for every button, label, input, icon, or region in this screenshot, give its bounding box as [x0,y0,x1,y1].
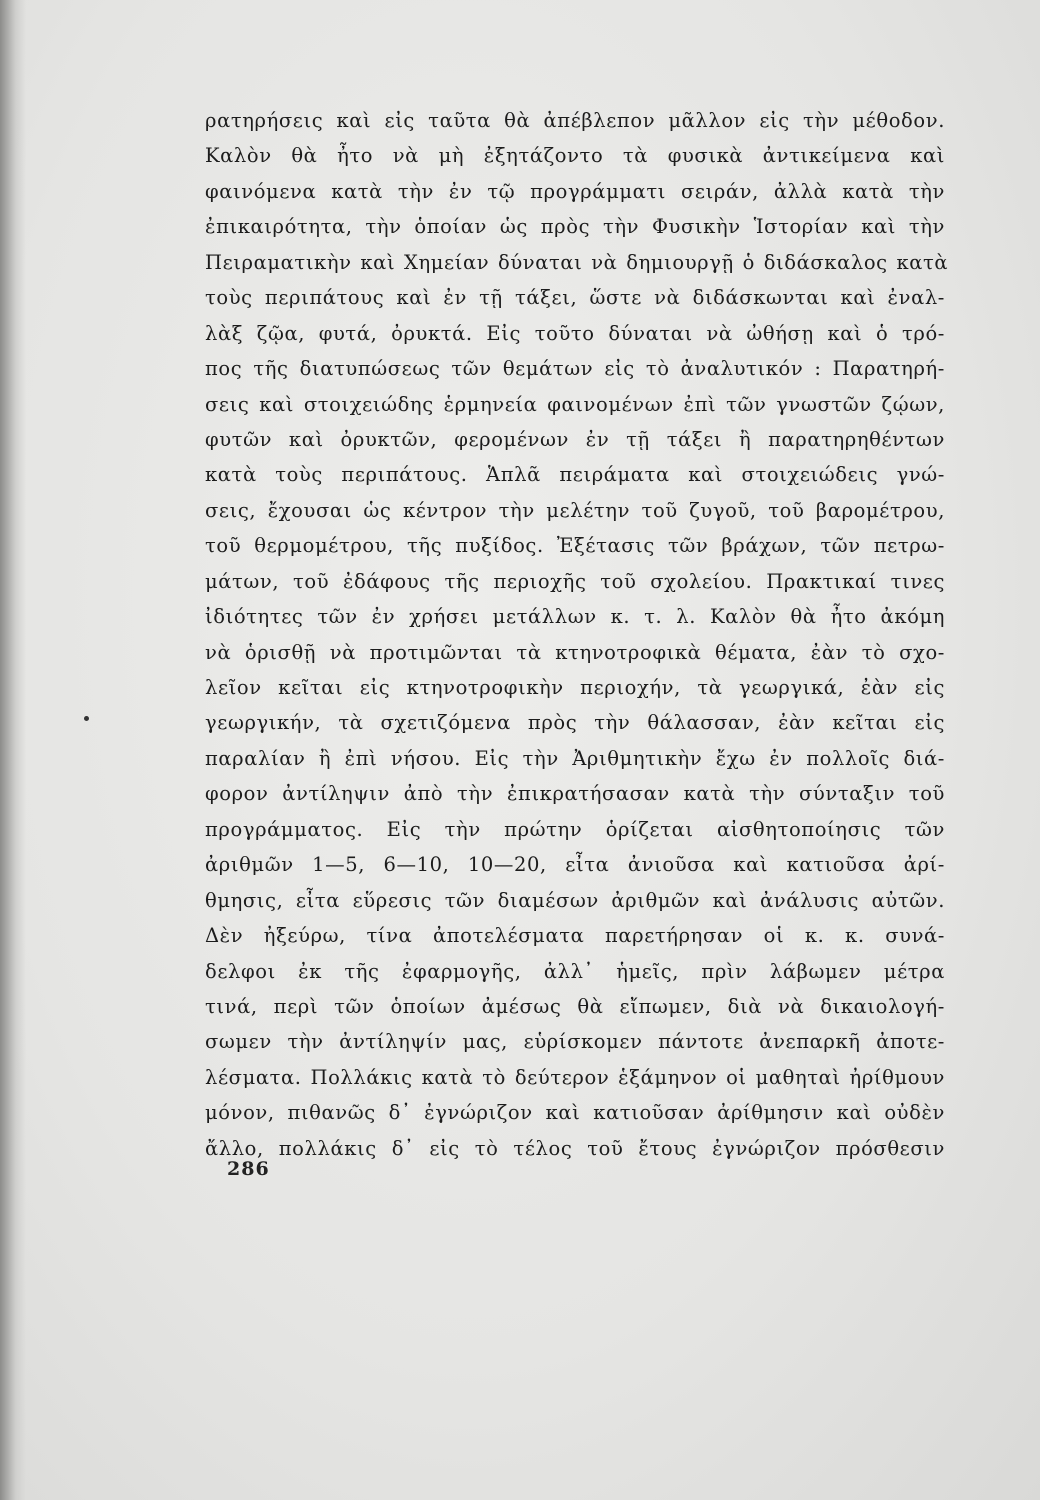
text-line: ἐπικαιρότητα, τὴν ὁποίαν ὡς πρὸς τὴν Φυσικὴν Ἱστορίαν καὶ τὴν [205,215,945,239]
text-line: ρατηρήσεις καὶ εἰς ταῦτα θὰ ἀπέβλεπον μᾶλλον εἰς τὴν μέθοδον. [205,109,945,132]
text-line: θμησις, εἶτα εὕρεσις τῶν διαμέσων ἀριθμῶν καὶ ἀνάλυσις αὐτῶν. [205,888,945,912]
text-line: μάτων, τοῦ ἐδάφους τῆς περιοχῆς τοῦ σχολείου. Πρακτικαί τινες [205,569,945,593]
text-line: λέσματα. Πολλάκις κατὰ τὸ δεύτερον ἑξάμηνον οἱ μαθηταὶ ἠρίθμουν [205,1065,945,1089]
text-line: κατὰ τοὺς περιπάτους. Ἁπλᾶ πειράματα καὶ στοιχειώδεις γνώ- [205,463,945,487]
text-line: παραλίαν ἢ ἐπὶ νήσου. Εἰς τὴν Ἀριθμητικὴν ἔχω ἐν πολλοῖς διά- [205,746,945,770]
text-line: δελφοι ἐκ τῆς ἐφαρμογῆς, ἀλλ᾽ ἡμεῖς, πρὶν λάβωμεν μέτρα [205,959,945,983]
page-number: 286 [227,1158,270,1180]
text-line: προγράμματος. Εἰς τὴν πρώτην ὁρίζεται αἰσθητοποίησις τῶν [205,817,945,841]
text-line: τινά, περὶ τῶν ὁποίων ἀμέσως θὰ εἴπωμεν, διὰ νὰ δικαιολογή- [205,994,945,1018]
text-line: ἄλλο, πολλάκις δ᾽ εἰς τὸ τέλος τοῦ ἔτους ἐγνώριζον πρόσθεσιν [205,1136,945,1160]
text-line: τοῦ θερμομέτρου, τῆς πυξίδος. Ἐξέτασις τῶν βράχων, τῶν πετρω- [205,534,945,558]
text-line: μόνον, πιθανῶς δ᾽ ἐγνώριζον καὶ κατιοῦσαν ἀρίθμησιν καὶ οὐδὲν [205,1101,945,1125]
text-line: ἰδιότητες τῶν ἐν χρήσει μετάλλων κ. τ. λ. Καλὸν θὰ ἦτο ἀκόμη [205,605,945,629]
text-line: σεις καὶ στοιχειώδης ἑρμηνεία φαινομένων ἐπὶ τῶν γνωστῶν ζῴων, [205,392,945,416]
binding-edge-shadow [0,0,26,1500]
text-line: τοὺς περιπάτους καὶ ἐν τῇ τάξει, ὥστε νὰ διδάσκωνται καὶ ἐναλ- [205,286,945,310]
body-text [205,103,949,1166]
margin-dot [84,716,89,721]
text-line: Καλὸν θὰ ἦτο νὰ μὴ ἐξητάζοντο τὰ φυσικὰ ἀντικείμενα καὶ [205,144,945,168]
text-line: πος τῆς διατυπώσεως τῶν θεμάτων εἰς τὸ ἀναλυτικόν : Παρατηρή- [205,357,945,381]
text-line: φορον ἀντίληψιν ἀπὸ τὴν ἐπικρατήσασαν κατὰ τὴν σύνταξιν τοῦ [205,782,945,806]
text-line: φαινόμενα κατὰ τὴν ἐν τῷ προγράμματι σειράν, ἀλλὰ κατὰ τὴν [205,179,945,203]
text-line: ἀριθμῶν 1—5, 6—10, 10—20, εἶτα ἀνιοῦσα καὶ κατιοῦσα ἀρί- [205,853,945,877]
text-line: φυτῶν καὶ ὀρυκτῶν, φερομένων ἐν τῇ τάξει ἢ παρατηρηθέντων [205,427,945,451]
text-line: γεωργικήν, τὰ σχετιζόμενα πρὸς τὴν θάλασσαν, ἐὰν κεῖται εἰς [205,711,945,735]
text-line: σεις, ἔχουσαι ὡς κέντρον τὴν μελέτην τοῦ ζυγοῦ, τοῦ βαρομέτρου, [205,498,945,522]
text-line: Πειραματικὴν καὶ Χημείαν δύναται νὰ δημιουργῇ ὁ διδάσκαλος κατὰ [205,250,949,274]
text-line: Δὲν ἠξεύρω, τίνα ἀποτελέσματα παρετήρησαν οἱ κ. κ. συνά- [205,924,945,948]
text-line: νὰ ὁρισθῇ νὰ προτιμῶνται τὰ κτηνοτροφικὰ θέματα, ἐὰν τὸ σχο- [205,640,945,664]
text-line: σωμεν τὴν ἀντίληψίν μας, εὑρίσκομεν πάντοτε ἀνεπαρκῆ ἀποτε- [205,1030,945,1054]
text-line: λὰξ ζῷα, φυτά, ὀρυκτά. Εἰς τοῦτο δύναται νὰ ὠθήσῃ καὶ ὁ τρό- [205,321,945,345]
text-line: λεῖον κεῖται εἰς κτηνοτροφικὴν περιοχήν, τὰ γεωργικά, ἐὰν εἰς [205,676,945,699]
